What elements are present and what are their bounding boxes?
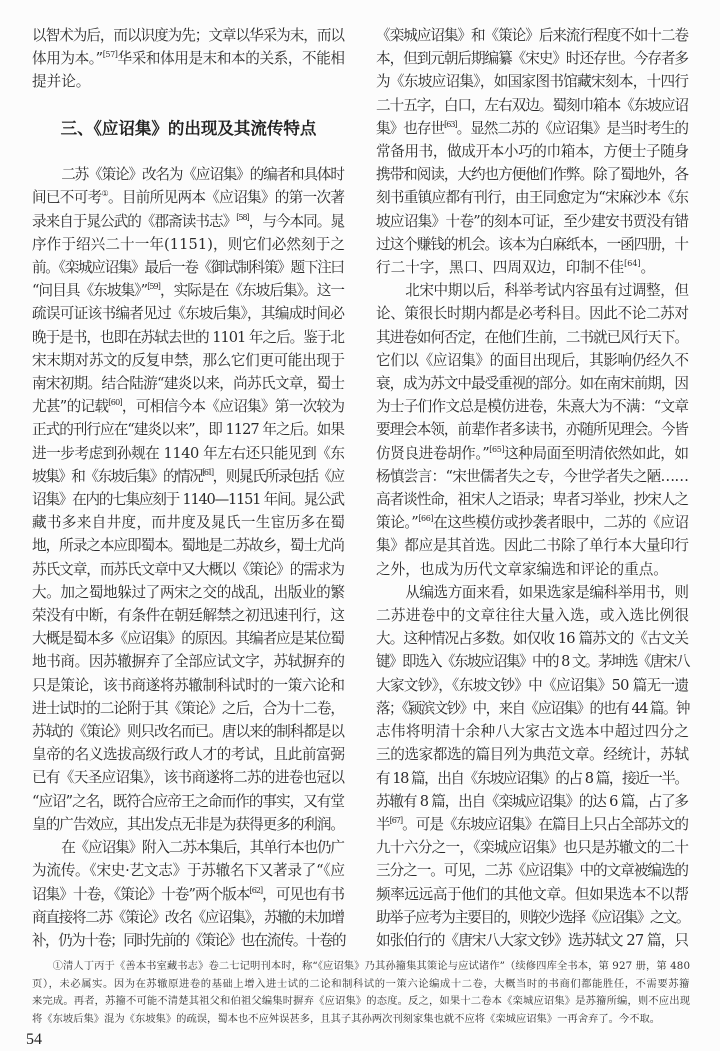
text-run: 本，但到元朝后期编纂《宋史》时还存世。今存者多 (376, 50, 688, 68)
text-run: 携带和阅读，大约也方便他们作弊。除了蜀地外，各 (376, 166, 688, 184)
text-run: 集》都应是其首选。因此二书除了单行本大量印行 (376, 537, 689, 555)
text-run: 正式的刊行应在“建炎以来”，即 1127 年之后。如果 (32, 421, 345, 439)
text-run: 进士试时的二论附于其《策论》之后，合为十二卷， (32, 699, 344, 717)
text-line (32, 233, 345, 256)
text-run: 苏轼的《策论》则只改名而已。唐以来的制科都是以 (32, 723, 344, 741)
text-run: 策论。” (376, 514, 419, 532)
text-run: 藏书多来自井度，而井度及晁氏一生宦历多在蜀 (32, 514, 346, 532)
text-run: “应诏”之名，既符合应帝王之命而作的事实，又有堂 (32, 792, 344, 810)
text-run: 在《应诏集》附入二苏本集后，其单行本也仍广 (61, 839, 344, 857)
text-run: 大家文钞》，《东坡文钞》中《应诏集》50 篇无一遗 (376, 676, 689, 694)
text-line (32, 697, 345, 720)
text-run: 常备用书，做成开本小巧的巾箱本，方便士子随身 (376, 143, 689, 161)
text-line (32, 163, 345, 186)
citation-superscript: [65] (489, 444, 505, 454)
text-line (32, 558, 345, 581)
text-line (376, 349, 689, 372)
text-run: 地书商。因苏辙摒弃了全部应试文字，苏轼摒弃的 (32, 653, 345, 671)
text-run: 论、策很长时期内都是必考科目。因此不论二苏对 (376, 305, 689, 323)
text-line (376, 488, 689, 511)
text-run: ，与今本同。晁 (248, 212, 344, 230)
text-run: 提并论。 (32, 73, 91, 91)
text-line (32, 976, 689, 994)
right-column (376, 24, 689, 952)
text-line (376, 534, 689, 557)
text-run: 三的选家都选的篇目列为典范文章。经统计，苏轼 (376, 746, 689, 764)
text-line (376, 883, 689, 906)
text-line (32, 256, 345, 279)
text-run: 将《东坡后集》混为《东坡集》的疏误，蜀本也不应舛误甚多，且其子其孙两次刊刻家集也就不应将《栾城应诏集》一再舍弃了。今不取。 (32, 1012, 661, 1025)
text-line (32, 372, 345, 395)
text-line (376, 813, 689, 836)
text-line (32, 70, 345, 93)
text-line (376, 256, 689, 279)
text-run: 为士子们作文总是模仿进卷，朱熹大为不满：“文章 (376, 398, 689, 416)
text-run: 九十六分之一，《栾城应诏集》也只是苏辙文的二十 (376, 839, 689, 857)
text-line (32, 627, 345, 650)
text-line (376, 70, 689, 93)
footnote (32, 958, 690, 1028)
text-line (32, 1011, 690, 1029)
text-line (376, 117, 689, 140)
text-line (376, 743, 689, 766)
text-run: 其进卷如何否定，在他们生前，二书就已风行天下。 (376, 328, 688, 346)
text-line (32, 883, 345, 906)
text-run: ①清人丁丙于《善本书室藏书志》卷二七记明刊本时，称“《应诏集》乃其孙籀集其策论与应试诸作”（续修四库全书本，第 927 册，第 480 (52, 960, 691, 972)
citation-superscript: [64] (624, 259, 641, 269)
text-run: 诏集》十卷，《策论》十卷”两个版本 (32, 885, 250, 903)
text-line (376, 47, 689, 70)
citation-superscript: [66] (418, 514, 434, 524)
text-run: 。 (640, 259, 656, 277)
text-run: 皇的广告效应，其出发点无非是为获得更多的利润。 (32, 815, 344, 833)
text-line (32, 650, 345, 673)
text-line (32, 674, 345, 697)
paragraph (32, 163, 345, 836)
citation-superscript: [61] (202, 467, 213, 477)
text-run: 行二十字，黑口、四周双边，印制不佳 (376, 259, 625, 277)
text-run: 之外，也成为历代文章家编选和评论的重点。 (376, 560, 668, 578)
text-line (376, 929, 689, 952)
text-line (376, 140, 689, 163)
text-run: 二苏《策论》改名为《应诏集》的编者和具体时 (61, 166, 344, 184)
text-run: 频率远远高于他们的其他文章。但如果选本不以帮 (376, 885, 689, 903)
text-line (32, 488, 345, 511)
text-run: 半 (376, 815, 390, 833)
text-line (32, 395, 345, 418)
text-run: 要理会本领，前辈作者多读书，亦随所见理会。今皆 (376, 421, 688, 439)
text-line (376, 442, 689, 465)
text-run: 在这些模仿或抄袭者眼中，二苏的《应诏 (433, 514, 689, 532)
text-line (32, 349, 345, 372)
text-run: 。显然二苏的《应诏集》是当时考生的 (456, 119, 688, 137)
text-line (376, 558, 689, 581)
text-line (32, 279, 345, 302)
text-run: 以智术为后，而以识度为先；文章以华采为末，而以 (32, 27, 344, 44)
text-line (32, 302, 345, 325)
text-run: 尤甚”的记载 (32, 398, 109, 416)
text-run: 晚于是书，也即在苏轼去世的 1101 年之后。鉴于北 (32, 328, 344, 346)
text-run: 集》也存世 (376, 119, 445, 137)
paragraph (376, 279, 689, 581)
text-line (32, 720, 345, 743)
text-run: 大。这种情况占多数。如仅收 16 篇苏文的《古文关 (376, 630, 689, 648)
text-run: 苏辙有 8 篇，出自《栾城应诏集》的达 6 篇，占了多 (376, 792, 688, 810)
text-line (376, 836, 689, 859)
left-column (32, 24, 345, 952)
text-line (376, 24, 689, 47)
text-run: 大。加之蜀地躲过了两宋之交的战乱，出版业的繁 (32, 583, 345, 601)
page-number: 54 (26, 1031, 42, 1048)
text-line (376, 581, 689, 604)
text-line (376, 697, 690, 720)
text-run: ，可见也有书 (262, 885, 345, 903)
text-line (376, 210, 689, 233)
text-run: 为《东坡应诏集》，如国家图书馆藏宋刻本，十四行 (376, 73, 689, 91)
text-line (376, 418, 689, 441)
text-line (32, 743, 345, 766)
text-line (32, 813, 345, 836)
text-line (376, 511, 689, 534)
text-run: 三分之一。可见，二苏《应诏集》中的文章被编选的 (376, 862, 688, 880)
text-line (32, 326, 345, 349)
text-run: 间已不可考 (32, 189, 102, 207)
text-line (32, 534, 345, 557)
text-run: 坡应诏集》十卷”的刻本可证，至少建安书贾没有错 (376, 212, 689, 230)
text-run: 衰，成为苏文中最受重视的部分。如在南宋前期，因 (376, 375, 688, 393)
text-run: 有 18 篇，出自《东坡应诏集》的占 8 篇，接近一半。 (376, 769, 688, 787)
text-line (32, 442, 345, 465)
text-line (32, 790, 345, 813)
text-run: 刻书重镇应都有刊行，由王同愈定为“宋麻沙本《东 (376, 189, 689, 207)
text-run: 高者谈性命，祖宋人之语录；卑者习举业，抄宋人之 (376, 491, 688, 509)
text-run: 从编选方面来看，如果选家是编科举用书，则 (405, 583, 689, 601)
text-run: 仿贤良进卷胡作。” (376, 444, 490, 462)
text-line (32, 418, 345, 441)
citation-superscript: ① (101, 189, 108, 199)
text-run: 苏氏文章，而苏氏文章中又大概以《策论》的需求为 (32, 560, 344, 578)
text-line (376, 767, 689, 790)
section-heading: 三、《应诏集》的出现及其流传特点 (60, 118, 317, 138)
text-run: “问目具《东坡集》” (32, 282, 148, 300)
text-line (32, 210, 345, 233)
text-line (376, 94, 689, 117)
text-run: 如张伯行的《唐宋八大家文钞》选苏轼文 27 篇，只 (376, 931, 689, 949)
text-run: 序作于绍兴二十一年(1151)，则它们必然刻于之 (32, 235, 346, 253)
text-line (376, 859, 689, 882)
text-run: 南宋初期。结合陆游“建炎以来，尚苏氏文章，蜀士 (32, 375, 345, 393)
citation-superscript: [58] (236, 212, 249, 222)
text-line (32, 511, 345, 534)
text-run: 助举子应考为主要目的，则较少选择《应诏集》之文。 (376, 908, 690, 926)
text-line (376, 627, 689, 650)
text-line (376, 326, 689, 349)
paragraph (32, 24, 345, 94)
text-line (376, 790, 689, 813)
text-line (32, 604, 345, 627)
text-run: 它们以《应诏集》的面目出现后，其影响仍经久不 (376, 351, 689, 369)
text-run: ，可相信今本《应诏集》第一次较为 (121, 398, 345, 416)
text-run: 已有《天圣应诏集》，该书商遂将二苏的进卷也冠以 (32, 769, 345, 787)
text-line (32, 993, 690, 1011)
text-run: 补，仍为十卷；同时先前的《策论》也在流传。十卷的 (32, 931, 346, 949)
text-run: 这种局面至明清依然如此，如 (504, 444, 689, 462)
text-line (32, 581, 345, 604)
text-run: 进一步考虑到孙觌在 1140 年左右还只能见到《东 (32, 444, 345, 462)
citation-superscript: [57] (102, 50, 118, 60)
text-line (376, 465, 689, 488)
text-line (32, 859, 345, 882)
text-run: 北宋中期以后，科举考试内容虽有过调整，但 (405, 282, 689, 300)
text-line (376, 233, 689, 256)
text-line (32, 906, 345, 929)
text-run: 键》即选入《东坡应诏集》中的 8 文。茅坤选《唐宋八 (376, 653, 689, 671)
text-line (32, 958, 690, 976)
text-run: 录来自于晁公武的《郡斋读书志》 (32, 212, 237, 230)
paragraph (376, 581, 689, 952)
text-line (32, 929, 344, 952)
text-line (32, 47, 345, 70)
text-run: 大概是蜀本多《应诏集》的原因。其编者应是某位蜀 (32, 630, 344, 648)
citation-superscript: [67] (389, 815, 403, 825)
text-line (32, 186, 345, 209)
paragraph (376, 24, 689, 279)
text-run: 杨慎尝言：“宋世儒者失之专，今世学者失之陋…… (376, 467, 689, 485)
text-line (376, 372, 689, 395)
text-line (376, 163, 689, 186)
citation-superscript: [60] (108, 398, 122, 408)
text-line (376, 650, 687, 673)
citation-superscript: [62] (249, 885, 263, 895)
text-run: 体用为本。” (32, 50, 103, 68)
text-line (376, 186, 689, 209)
text-run: 前。《栾城应诏集》最后一卷《御试制科策》题下注曰 (32, 259, 344, 277)
text-run: 华采和体用是末和本的关系，不能相 (117, 50, 345, 68)
paragraph (32, 836, 345, 952)
text-run: 二十五字，白口，左右双边。蜀刻巾箱本《东坡应诏 (376, 96, 688, 114)
text-run: 。可是《东坡应诏集》在篇目上只占全部苏文的 (402, 815, 688, 833)
text-run: 商直接将二苏《策论》改名《应诏集》，苏辙的未加增 (32, 908, 344, 926)
text-run: 《栾城应诏集》和《策论》后来流行程度不如十二卷 (376, 27, 688, 44)
text-run: 二苏进卷中的文章往往大量入选，或入选比例很 (376, 607, 690, 625)
text-line (376, 302, 689, 325)
text-line (32, 24, 345, 47)
text-run: 诏集》在内的七集应刻于 1140—1151 年间。晁公武 (32, 491, 344, 509)
citation-superscript: [59] (147, 282, 160, 292)
text-run: 宋末期对苏文的反复申禁，那么它们更可能出现于 (32, 351, 345, 369)
text-run: 过这个赚钱的机会。该本为白麻纸本，一函四册，十 (376, 235, 688, 253)
text-run: 坡集》和《东坡后集》的情况 (32, 467, 203, 485)
citation-superscript: [63] (444, 119, 457, 129)
text-line (376, 395, 689, 418)
text-run: 页），未必属实。因为在苏辙原进卷的基础上增入进士试的二论和制科试的一策六论编成十二卷，大概当时的书商们都能胜任，不需要苏籀 (32, 977, 691, 990)
text-line (376, 604, 689, 627)
text-run: 志伟将明清十余种八大家古文选本中超过四分之 (376, 723, 690, 741)
text-run: 来完成。再者，苏籀不可能不清楚其祖父和伯祖父编集时摒弃《应诏集》的态度。反之，如果十二卷本《栾城应诏集》是苏籀所编，则不应出现 (32, 995, 691, 1007)
text-line (32, 465, 345, 488)
text-run: 疏误可证该书编者见过《东坡后集》，其编成时间必 (32, 305, 345, 323)
text-line (376, 906, 688, 929)
text-line (376, 720, 689, 743)
text-line (376, 674, 689, 697)
text-run: 落；《颍滨文钞》中，来自《应诏集》的也有 44 篇。钟 (376, 699, 690, 717)
text-line (32, 836, 345, 859)
text-run: 为流传。《宋史·艺文志》于苏辙名下又著录了“《应 (32, 862, 345, 880)
text-run: 荣没有中断，有条件在朝廷解禁之初迅速刊行，这 (32, 607, 345, 625)
text-run: 。目前所见两本《应诏集》的第一次著 (107, 189, 345, 207)
text-run: ，则晁氏所录包括《应 (212, 467, 344, 485)
text-run: 地，所录之本应即蜀本。蜀地是二苏故乡，蜀士尤尚 (32, 537, 344, 555)
text-line (376, 279, 689, 302)
text-run: 只是策论，该书商遂将苏辙制科试时的一策六论和 (32, 676, 345, 694)
footnote-text (32, 958, 690, 1028)
text-run: ，实际是在《东坡后集》。这一 (159, 282, 345, 300)
text-run: 皇帝的名义选拔高级行政人才的考试，且此前富弼 (32, 746, 345, 764)
text-line (32, 766, 345, 789)
